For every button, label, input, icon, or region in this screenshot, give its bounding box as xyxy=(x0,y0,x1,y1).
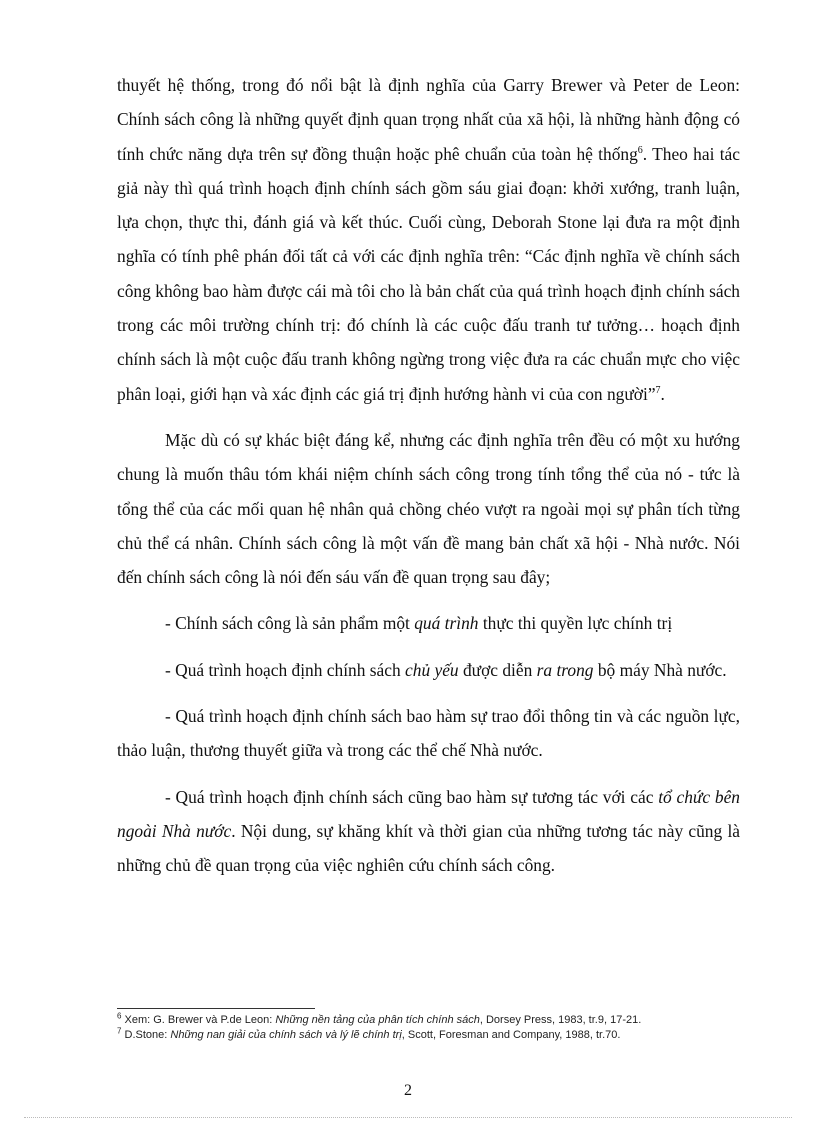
page-number: 2 xyxy=(404,1082,412,1099)
paragraph-1: thuyết hệ thống, trong đó nổi bật là định nghĩa của Garry Brewer và Peter de Leon: Chính sách công là những quyết định quan trọng nhất của xã hội, là những hành động có tính chức năng dựa trên sự đồng thuận hoặc phê chuẩn của toàn hệ thống$^6$. Theo hai tác giả này thì quá trình hoạch định chính sách gồm sáu giai đoạn: khởi xướng, tranh luận, lựa chọn, thực thi, đánh giá và kết thúc. Cuối cùng, Deborah Stone lại đưa ra một định nghĩa có tính phê phán đối tất cả với các định nghĩa trên: “Các định nghĩa về chính sách công không bao hàm được cái mà tôi cho là bản chất của quá trình hoạch định chính sách trong các môi trường chính trị: đó chính là các cuộc đấu tranh tư tưởng… hoạch định chính sách là một cuộc đấu tranh không ngừng trong việc đưa ra các chuẩn mực cho việc phân loại, giới hạn và xác định các giá trị định hướng hành vi của con người”$^7$. xyxy=(117,75,740,404)
footnotes xyxy=(117,1013,757,1043)
footnote-6: $^6$ Xem: G. Brewer và P.de Leon: Những nền tảng của phân tích chính sách, Dorsey Press, 1983, tr.9, 17-21. xyxy=(117,1011,642,1026)
footnote-ref-6[interactable]: 6 xyxy=(637,144,643,156)
footnote-divider xyxy=(117,1008,315,1009)
bullet-4: - Quá trình hoạch định chính sách cũng bao hàm sự tương tác với các tổ chức bên ngoài Nhà nước. Nội dung, sự khăng khít và thời gian của những tương tác này cũng là những chủ đề quan trọng của việc nghiên cứu chính sách công. xyxy=(117,786,740,876)
bullet-3: - Quá trình hoạch định chính sách bao hàm sự trao đổi thông tin và các nguồn lực, thảo luận, thương thuyết giữa và trong các thể chế Nhà nước. xyxy=(117,706,740,761)
footnote-7: $^7$ D.Stone: Những nan giải của chính sách và lý lẽ chính trị, Scott, Foresman and Company, 1988, tr.70. xyxy=(117,1026,621,1041)
bullet-2: - Quá trình hoạch định chính sách chủ yếu được diễn ra trong bộ máy Nhà nước. xyxy=(165,659,727,680)
paragraph-2: Mặc dù có sự khác biệt đáng kể, nhưng các định nghĩa trên đều có một xu hướng chung là muốn thâu tóm khái niệm chính sách công trong tính tổng thể của nó - tức là tổng thể của các mối quan hệ nhân quả chồng chéo vượt ra ngoài mọi sự phân tích từng chủ thể cá nhân. Chính sách công là một vấn đề mang bản chất xã hội - Nhà nước. Nói đến chính sách công là nói đến sáu vấn đề quan trọng sau đây; xyxy=(117,429,740,588)
page-bottom-border xyxy=(24,1117,792,1118)
body-text xyxy=(117,68,740,883)
footnote-ref-7[interactable]: 7 xyxy=(655,384,661,396)
bullet-1: - Chính sách công là sản phẩm một quá trình thực thi quyền lực chính trị xyxy=(165,613,673,634)
